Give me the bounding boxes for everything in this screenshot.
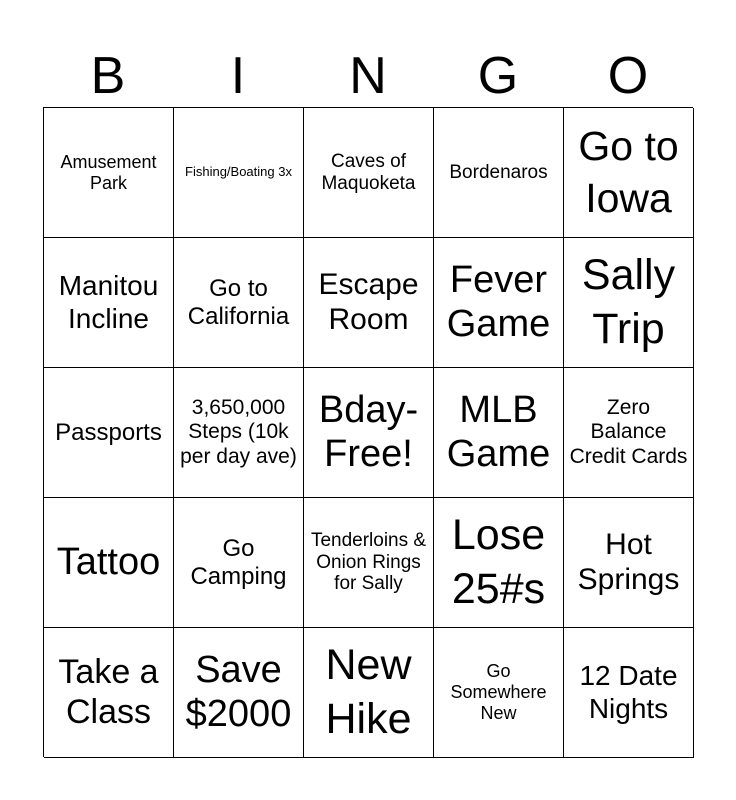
cell-label: MLB Game	[446, 388, 551, 475]
bingo-cell-r5c5[interactable]	[564, 628, 694, 758]
cell-label: Manitou Incline	[58, 270, 159, 334]
bingo-cell-r2c1[interactable]	[44, 238, 174, 368]
cell-label: Tenderloins & Onion Rings for Sally	[310, 529, 427, 595]
bingo-header	[43, 46, 693, 106]
cell-label: Fishing/Boating 3x	[185, 164, 292, 180]
cell-label: Zero Balance Credit Cards	[569, 396, 688, 468]
cell-label: Amusement Park	[60, 151, 157, 193]
bingo-cell-r1c3[interactable]	[304, 108, 434, 238]
cell-label: Fever Game	[446, 258, 551, 345]
bingo-cell-r3c5[interactable]	[564, 368, 694, 498]
bingo-cell-r5c1[interactable]	[44, 628, 174, 758]
bingo-cell-r2c2[interactable]	[174, 238, 304, 368]
header-letter-g: G	[477, 47, 519, 105]
cell-label: Tattoo	[56, 540, 161, 583]
cell-label: 3,650,000 Steps (10k per day ave)	[180, 396, 297, 468]
header-letter-n: N	[349, 47, 387, 105]
header-letter-o: O	[607, 47, 649, 105]
cell-label: Passports	[55, 418, 162, 446]
bingo-cell-r1c1[interactable]	[44, 108, 174, 238]
cell-label: Go Camping	[190, 534, 287, 590]
bingo-cell-r3c1[interactable]	[44, 368, 174, 498]
header-letter-i: I	[230, 47, 246, 105]
bingo-cell-r2c4[interactable]	[434, 238, 564, 368]
cell-label: Lose 25#s	[451, 510, 546, 613]
bingo-cell-r4c3[interactable]	[304, 498, 434, 628]
cell-label: Hot Springs	[577, 528, 680, 596]
bingo-cell-r3c4[interactable]	[434, 368, 564, 498]
bingo-cell-r1c5[interactable]	[564, 108, 694, 238]
cell-label: Go to California	[187, 274, 290, 330]
bingo-cell-r4c1[interactable]	[44, 498, 174, 628]
bingo-cell-r5c4[interactable]	[434, 628, 564, 758]
bingo-board	[43, 107, 693, 757]
cell-label: 12 Date Nights	[579, 660, 678, 724]
cell-label: Go to Iowa	[578, 123, 679, 221]
cell-label: New Hike	[325, 640, 412, 743]
cell-label: Bday-Free!	[318, 388, 419, 475]
bingo-cell-r2c3[interactable]	[304, 238, 434, 368]
bingo-cell-r5c3[interactable]	[304, 628, 434, 758]
bingo-cell-r1c2[interactable]	[174, 108, 304, 238]
cell-label: Sally Trip	[581, 250, 676, 353]
bingo-cell-r3c2[interactable]	[174, 368, 304, 498]
bingo-cell-r1c4[interactable]	[434, 108, 564, 238]
header-letter-b: B	[90, 47, 126, 105]
bingo-cell-r4c2[interactable]	[174, 498, 304, 628]
cell-label: Bordenaros	[449, 161, 548, 183]
bingo-cell-r4c4[interactable]	[434, 498, 564, 628]
bingo-cell-r4c5[interactable]	[564, 498, 694, 628]
cell-label: Caves of Maquoketa	[321, 150, 416, 194]
bingo-cell-r5c2[interactable]	[174, 628, 304, 758]
cell-label: Escape Room	[318, 268, 419, 336]
cell-label: Take a Class	[58, 653, 159, 731]
bingo-cell-r3c3[interactable]	[304, 368, 434, 498]
bingo-cell-r2c5[interactable]	[564, 238, 694, 368]
cell-label: Save $2000	[185, 648, 292, 735]
cell-label: Go Somewhere New	[450, 661, 547, 723]
